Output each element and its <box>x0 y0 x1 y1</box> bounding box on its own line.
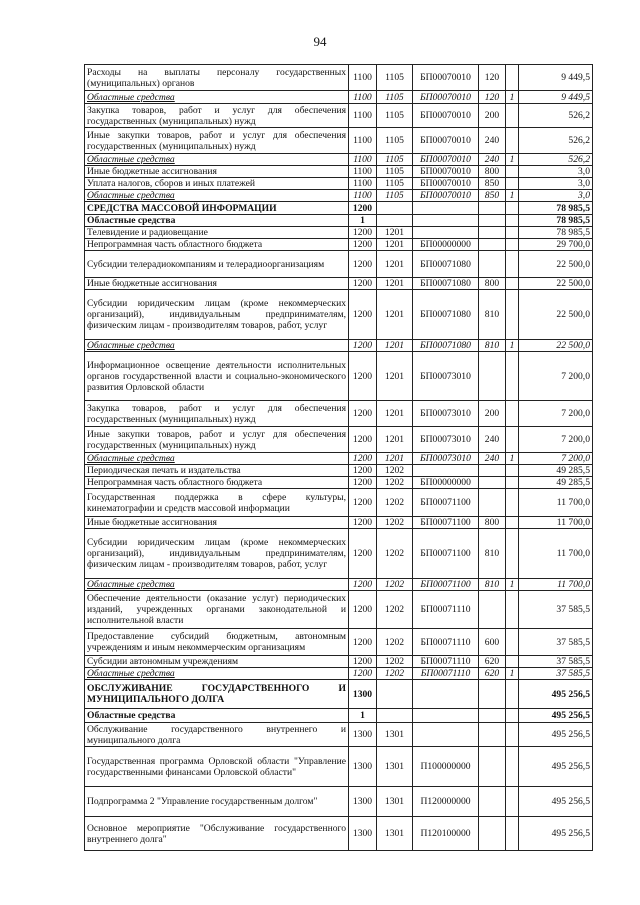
row-name: Областные средства <box>85 579 349 591</box>
expense-type-code <box>479 709 506 723</box>
expense-type-code <box>479 477 506 489</box>
page-number: 94 <box>313 34 327 49</box>
source-code <box>506 401 519 427</box>
row-name: Государственная поддержка в сфере культуры, кинематографии и средств массовой информации <box>85 489 349 517</box>
amount: 7 200,0 <box>519 401 593 427</box>
expense-type-code <box>479 723 506 747</box>
expense-type-code: 240 <box>479 453 506 465</box>
amount: 37 585,5 <box>519 629 593 656</box>
expense-type-code <box>479 680 506 709</box>
target-article-code: БП00071080 <box>413 251 479 278</box>
table-row <box>85 215 593 227</box>
section-code: 1200 <box>349 401 377 427</box>
amount: 495 256,5 <box>519 723 593 747</box>
subsection-code: 1202 <box>377 579 413 591</box>
row-name: Информационное освещение деятельности исполнительных органов государственной власти и социально-экономического развития Орловской области <box>85 352 349 401</box>
source-code: 1 <box>506 91 519 104</box>
source-code <box>506 352 519 401</box>
table-row <box>85 747 593 787</box>
target-article-code: БП00071100 <box>413 517 479 529</box>
source-code <box>506 227 519 239</box>
source-code <box>506 251 519 278</box>
subsection-code: 1202 <box>377 465 413 477</box>
table-row <box>85 91 593 104</box>
source-code <box>506 489 519 517</box>
section-code: 1100 <box>349 104 377 128</box>
subsection-code: 1105 <box>377 178 413 190</box>
amount: 29 700,0 <box>519 239 593 251</box>
table-row <box>85 629 593 656</box>
source-code <box>506 239 519 251</box>
table-row <box>85 178 593 190</box>
subsection-code: 1202 <box>377 629 413 656</box>
expense-type-code <box>479 465 506 477</box>
table-row <box>85 104 593 128</box>
section-code: 1300 <box>349 817 377 851</box>
amount: 3,0 <box>519 166 593 178</box>
row-name: ОБСЛУЖИВАНИЕ ГОСУДАРСТВЕННОГО И МУНИЦИПАЛЬНОГО ДОЛГА <box>85 680 349 709</box>
subsection-code <box>377 709 413 723</box>
subsection-code: 1105 <box>377 166 413 178</box>
expense-type-code: 600 <box>479 629 506 656</box>
source-code <box>506 656 519 668</box>
amount: 78 985,5 <box>519 227 593 239</box>
target-article-code: БП00071080 <box>413 290 479 340</box>
subsection-code: 1202 <box>377 656 413 668</box>
section-code: 1200 <box>349 579 377 591</box>
expense-type-code <box>479 239 506 251</box>
subsection-code: 1105 <box>377 65 413 91</box>
section-code: 1200 <box>349 202 377 215</box>
row-name: Обслуживание государственного внутреннего и муниципального долга <box>85 723 349 747</box>
section-code: 1200 <box>349 251 377 278</box>
expense-type-code <box>479 202 506 215</box>
subsection-code: 1201 <box>377 290 413 340</box>
table-row <box>85 128 593 154</box>
amount: 526,2 <box>519 154 593 166</box>
row-name: Субсидии юридическим лицам (кроме некоммерческих организаций), индивидуальным предпринимателям, физическим лицам - производителям товаров, работ, услуг <box>85 529 349 579</box>
table-row <box>85 278 593 290</box>
subsection-code: 1105 <box>377 91 413 104</box>
expense-type-code <box>479 591 506 629</box>
expense-type-code <box>479 787 506 817</box>
subsection-code: 1201 <box>377 427 413 453</box>
subsection-code: 1202 <box>377 529 413 579</box>
row-name: Иные бюджетные ассигнования <box>85 517 349 529</box>
target-article-code: БП00070010 <box>413 178 479 190</box>
subsection-code: 1105 <box>377 154 413 166</box>
source-code <box>506 591 519 629</box>
expense-type-code <box>479 215 506 227</box>
amount: 49 285,5 <box>519 465 593 477</box>
subsection-code <box>377 215 413 227</box>
source-code: 1 <box>506 453 519 465</box>
target-article-code: П120100000 <box>413 817 479 851</box>
row-name: Периодическая печать и издательства <box>85 465 349 477</box>
section-code: 1200 <box>349 477 377 489</box>
expense-type-code: 240 <box>479 427 506 453</box>
section-code: 1200 <box>349 239 377 251</box>
subsection-code: 1202 <box>377 477 413 489</box>
row-name: Предоставление субсидий бюджетным, автономным учреждениям и иным некоммерческим организациям <box>85 629 349 656</box>
subsection-code: 1201 <box>377 340 413 352</box>
target-article-code: П100000000 <box>413 747 479 787</box>
amount: 22 500,0 <box>519 290 593 340</box>
expense-type-code <box>479 747 506 787</box>
amount: 11 700,0 <box>519 529 593 579</box>
row-name: Областные средства <box>85 154 349 166</box>
amount: 7 200,0 <box>519 427 593 453</box>
amount: 526,2 <box>519 104 593 128</box>
subsection-code: 1301 <box>377 747 413 787</box>
expense-type-code: 850 <box>479 178 506 190</box>
amount: 11 700,0 <box>519 579 593 591</box>
amount: 78 985,5 <box>519 215 593 227</box>
expense-type-code: 240 <box>479 128 506 154</box>
table-row <box>85 529 593 579</box>
section-code: 1100 <box>349 166 377 178</box>
expense-type-code: 620 <box>479 668 506 680</box>
row-name: Государственная программа Орловской области "Управление государственными финансами Орловской области" <box>85 747 349 787</box>
subsection-code: 1201 <box>377 352 413 401</box>
target-article-code <box>413 723 479 747</box>
amount: 495 256,5 <box>519 680 593 709</box>
target-article-code <box>413 709 479 723</box>
amount: 78 985,5 <box>519 202 593 215</box>
target-article-code: БП00070010 <box>413 104 479 128</box>
table-row <box>85 709 593 723</box>
expense-type-code: 800 <box>479 166 506 178</box>
source-code <box>506 723 519 747</box>
row-name: Областные средства <box>85 340 349 352</box>
subsection-code: 1301 <box>377 817 413 851</box>
subsection-code <box>377 680 413 709</box>
amount: 495 256,5 <box>519 709 593 723</box>
amount: 3,0 <box>519 190 593 202</box>
subsection-code: 1202 <box>377 668 413 680</box>
row-name: Иные закупки товаров, работ и услуг для обеспечения государственных (муниципальных) нужд <box>85 427 349 453</box>
target-article-code: БП00073010 <box>413 453 479 465</box>
amount: 9 449,5 <box>519 65 593 91</box>
section-code: 1200 <box>349 517 377 529</box>
subsection-code: 1201 <box>377 453 413 465</box>
subsection-code: 1201 <box>377 278 413 290</box>
section-code: 1300 <box>349 787 377 817</box>
target-article-code: БП00071100 <box>413 529 479 579</box>
section-code: 1300 <box>349 747 377 787</box>
source-code: 1 <box>506 190 519 202</box>
table-row <box>85 477 593 489</box>
section-code: 1200 <box>349 340 377 352</box>
expense-type-code <box>479 489 506 517</box>
section-code: 1100 <box>349 190 377 202</box>
table-row <box>85 427 593 453</box>
section-code: 1100 <box>349 91 377 104</box>
target-article-code: БП00071100 <box>413 579 479 591</box>
target-article-code: БП00071110 <box>413 629 479 656</box>
target-article-code: БП00000000 <box>413 477 479 489</box>
source-code <box>506 65 519 91</box>
expense-type-code: 800 <box>479 517 506 529</box>
row-name: Областные средства <box>85 215 349 227</box>
expense-type-code: 620 <box>479 656 506 668</box>
table-row <box>85 579 593 591</box>
row-name: Областные средства <box>85 453 349 465</box>
table-row <box>85 190 593 202</box>
amount: 7 200,0 <box>519 453 593 465</box>
target-article-code: П120000000 <box>413 787 479 817</box>
target-article-code <box>413 202 479 215</box>
table-row <box>85 817 593 851</box>
target-article-code <box>413 227 479 239</box>
target-article-code: БП00073010 <box>413 401 479 427</box>
amount: 495 256,5 <box>519 817 593 851</box>
row-name: Областные средства <box>85 190 349 202</box>
section-code: 1200 <box>349 278 377 290</box>
row-name: Субсидии юридическим лицам (кроме некоммерческих организаций), индивидуальным предпринимателям, физическим лицам - производителям товаров, работ, услуг <box>85 290 349 340</box>
source-code <box>506 202 519 215</box>
target-article-code <box>413 680 479 709</box>
source-code <box>506 787 519 817</box>
target-article-code: БП00073010 <box>413 352 479 401</box>
budget-table <box>84 64 593 851</box>
amount: 22 500,0 <box>519 251 593 278</box>
row-name: Областные средства <box>85 668 349 680</box>
table-row <box>85 668 593 680</box>
source-code: 1 <box>506 579 519 591</box>
subsection-code <box>377 202 413 215</box>
row-name: СРЕДСТВА МАССОВОЙ ИНФОРМАЦИИ <box>85 202 349 215</box>
expense-type-code: 800 <box>479 278 506 290</box>
expense-type-code: 240 <box>479 154 506 166</box>
source-code <box>506 517 519 529</box>
source-code <box>506 817 519 851</box>
subsection-code: 1105 <box>377 128 413 154</box>
table-row <box>85 591 593 629</box>
row-name: Областные средства <box>85 91 349 104</box>
amount: 7 200,0 <box>519 352 593 401</box>
expense-type-code: 120 <box>479 91 506 104</box>
table-row <box>85 352 593 401</box>
row-name: Подпрограмма 2 "Управление государственным долгом" <box>85 787 349 817</box>
section-code: 1100 <box>349 178 377 190</box>
amount: 11 700,0 <box>519 517 593 529</box>
table-row <box>85 154 593 166</box>
section-code: 1100 <box>349 154 377 166</box>
target-article-code <box>413 465 479 477</box>
source-code <box>506 166 519 178</box>
expense-type-code: 120 <box>479 65 506 91</box>
expense-type-code: 200 <box>479 401 506 427</box>
source-code <box>506 427 519 453</box>
section-code: 1 <box>349 709 377 723</box>
amount: 22 500,0 <box>519 340 593 352</box>
section-code: 1 <box>349 215 377 227</box>
expense-type-code: 810 <box>479 340 506 352</box>
row-name: Уплата налогов, сборов и иных платежей <box>85 178 349 190</box>
source-code: 1 <box>506 154 519 166</box>
row-name: Областные средства <box>85 709 349 723</box>
source-code <box>506 529 519 579</box>
subsection-code: 1202 <box>377 489 413 517</box>
subsection-code: 1301 <box>377 723 413 747</box>
subsection-code: 1201 <box>377 239 413 251</box>
target-article-code: БП00070010 <box>413 128 479 154</box>
source-code <box>506 709 519 723</box>
section-code: 1200 <box>349 227 377 239</box>
amount: 495 256,5 <box>519 787 593 817</box>
section-code: 1200 <box>349 427 377 453</box>
table-row <box>85 239 593 251</box>
target-article-code: БП00071080 <box>413 340 479 352</box>
subsection-code: 1301 <box>377 787 413 817</box>
table-row <box>85 453 593 465</box>
amount: 37 585,5 <box>519 591 593 629</box>
expense-type-code: 810 <box>479 290 506 340</box>
source-code <box>506 278 519 290</box>
source-code <box>506 465 519 477</box>
source-code <box>506 215 519 227</box>
row-name: Иные бюджетные ассигнования <box>85 278 349 290</box>
source-code <box>506 680 519 709</box>
section-code: 1200 <box>349 352 377 401</box>
expense-type-code <box>479 227 506 239</box>
source-code <box>506 290 519 340</box>
row-name: Основное мероприятие "Обслуживание государственного внутреннего долга" <box>85 817 349 851</box>
section-code: 1200 <box>349 591 377 629</box>
section-code: 1100 <box>349 128 377 154</box>
expense-type-code: 850 <box>479 190 506 202</box>
row-name: Телевидение и радиовещание <box>85 227 349 239</box>
table-row <box>85 340 593 352</box>
amount: 495 256,5 <box>519 747 593 787</box>
table-row <box>85 227 593 239</box>
target-article-code: БП00070010 <box>413 166 479 178</box>
section-code: 1200 <box>349 629 377 656</box>
target-article-code: БП00071100 <box>413 489 479 517</box>
section-code: 1200 <box>349 656 377 668</box>
source-code <box>506 104 519 128</box>
expense-type-code <box>479 352 506 401</box>
target-article-code: БП00071110 <box>413 668 479 680</box>
subsection-code: 1201 <box>377 227 413 239</box>
table-row <box>85 290 593 340</box>
target-article-code: БП00073010 <box>413 427 479 453</box>
row-name: Непрограммная часть областного бюджета <box>85 239 349 251</box>
expense-type-code: 200 <box>479 104 506 128</box>
target-article-code: БП00070010 <box>413 190 479 202</box>
section-code: 1300 <box>349 680 377 709</box>
table-row <box>85 489 593 517</box>
source-code: 1 <box>506 668 519 680</box>
amount: 49 285,5 <box>519 477 593 489</box>
row-name: Субсидии телерадиокомпаниям и телерадиоорганизациям <box>85 251 349 278</box>
section-code: 1200 <box>349 529 377 579</box>
row-name: Иные бюджетные ассигнования <box>85 166 349 178</box>
section-code: 1200 <box>349 489 377 517</box>
target-article-code: БП00071110 <box>413 591 479 629</box>
target-article-code: БП00070010 <box>413 154 479 166</box>
row-name: Расходы на выплаты персоналу государственных (муниципальных) органов <box>85 65 349 91</box>
section-code: 1200 <box>349 668 377 680</box>
amount: 9 449,5 <box>519 91 593 104</box>
amount: 22 500,0 <box>519 278 593 290</box>
source-code <box>506 629 519 656</box>
target-article-code: БП00000000 <box>413 239 479 251</box>
row-name: Закупка товаров, работ и услуг для обеспечения государственных (муниципальных) нужд <box>85 401 349 427</box>
target-article-code: БП00070010 <box>413 91 479 104</box>
table-row <box>85 166 593 178</box>
section-code: 1300 <box>349 723 377 747</box>
source-code <box>506 178 519 190</box>
row-name: Непрограммная часть областного бюджета <box>85 477 349 489</box>
row-name: Обеспечение деятельности (оказание услуг) периодических изданий, учрежденных органами законодательной и исполнительной власти <box>85 591 349 629</box>
table-row <box>85 787 593 817</box>
section-code: 1200 <box>349 290 377 340</box>
subsection-code: 1105 <box>377 190 413 202</box>
table-row <box>85 65 593 91</box>
row-name: Иные закупки товаров, работ и услуг для обеспечения государственных (муниципальных) нужд <box>85 128 349 154</box>
expense-type-code: 810 <box>479 579 506 591</box>
table-row <box>85 680 593 709</box>
source-code <box>506 128 519 154</box>
row-name: Закупка товаров, работ и услуг для обеспечения государственных (муниципальных) нужд <box>85 104 349 128</box>
amount: 11 700,0 <box>519 489 593 517</box>
section-code: 1200 <box>349 465 377 477</box>
source-code <box>506 747 519 787</box>
subsection-code: 1201 <box>377 251 413 278</box>
expense-type-code <box>479 817 506 851</box>
amount: 37 585,5 <box>519 668 593 680</box>
source-code <box>506 477 519 489</box>
subsection-code: 1105 <box>377 104 413 128</box>
source-code: 1 <box>506 340 519 352</box>
subsection-code: 1202 <box>377 591 413 629</box>
target-article-code <box>413 215 479 227</box>
table-row <box>85 202 593 215</box>
amount: 37 585,5 <box>519 656 593 668</box>
amount: 3,0 <box>519 178 593 190</box>
expense-type-code: 810 <box>479 529 506 579</box>
target-article-code: БП00071080 <box>413 278 479 290</box>
expense-type-code <box>479 251 506 278</box>
section-code: 1100 <box>349 65 377 91</box>
table-row <box>85 251 593 278</box>
amount: 526,2 <box>519 128 593 154</box>
target-article-code: БП00071110 <box>413 656 479 668</box>
table-row <box>85 465 593 477</box>
table-row <box>85 517 593 529</box>
target-article-code: БП00070010 <box>413 65 479 91</box>
table-row <box>85 401 593 427</box>
subsection-code: 1202 <box>377 517 413 529</box>
table-row <box>85 723 593 747</box>
section-code: 1200 <box>349 453 377 465</box>
row-name: Субсидии автономным учреждениям <box>85 656 349 668</box>
table-row <box>85 656 593 668</box>
subsection-code: 1201 <box>377 401 413 427</box>
